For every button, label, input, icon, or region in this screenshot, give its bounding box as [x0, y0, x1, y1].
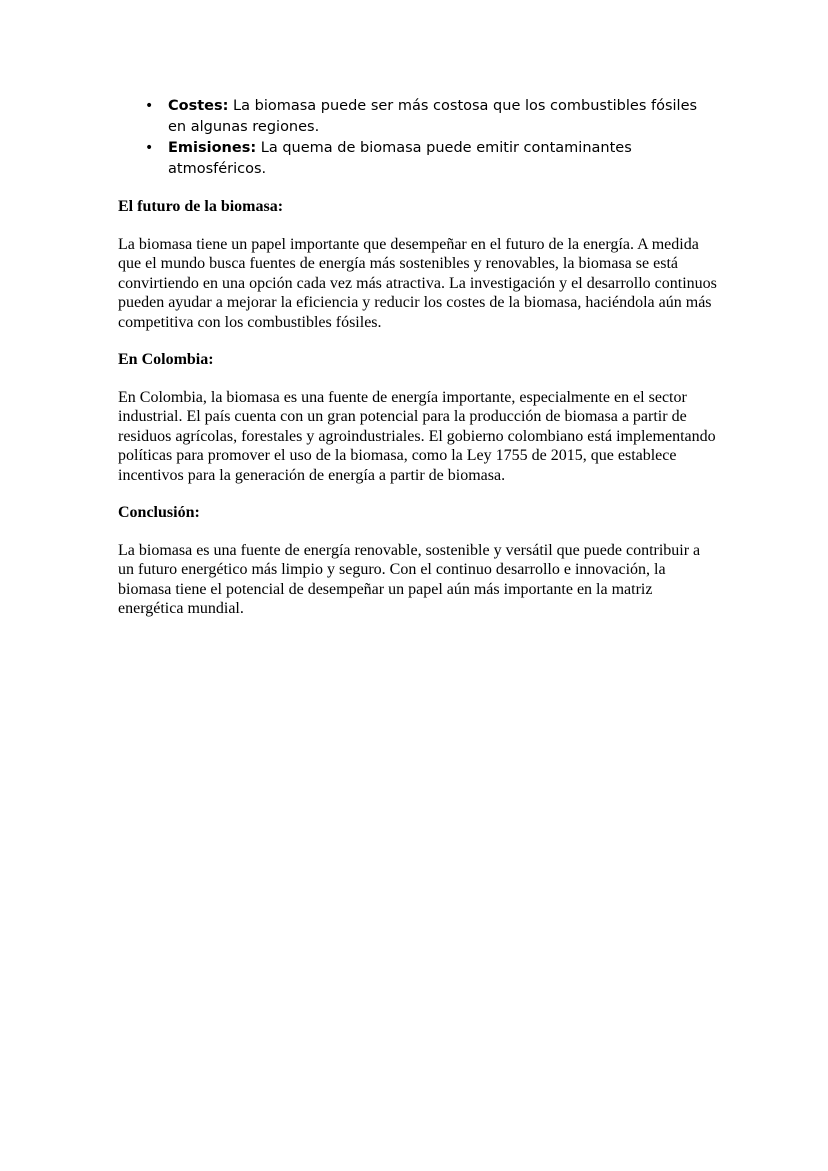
list-item	[118, 138, 718, 180]
section-colombia	[118, 350, 718, 485]
bullet-text: La biomasa puede ser más costosa que los combustibles fósiles en algunas regiones.	[168, 98, 698, 135]
section-heading: El futuro de la biomasa:	[118, 198, 284, 215]
section-paragraph: La biomasa es una fuente de energía renovable, sostenible y versátil que puede contribuir a un futuro energético más limpio y seguro. Con el continuo desarrollo e innovación, la biomasa tiene el potencial de desempeñar un papel aún más importante en la matriz energética mundial.	[118, 541, 701, 617]
bullet-term: Costes:	[168, 98, 229, 114]
section-heading: En Colombia:	[118, 351, 214, 368]
section-conclusion	[118, 503, 718, 619]
section-paragraph: La biomasa tiene un papel importante que desempeñar en el futuro de la energía. A medida que el mundo busca fuentes de energía más sostenibles y renovables, la biomasa se está convirtiendo en una opción cada vez más atractiva. La investigación y el desarrollo continuos pueden ayudar a mejorar la eficiencia y reducir los costes de la biomasa, haciéndola aún más competitiva con los combustibles fósiles.	[118, 235, 717, 331]
bullet-icon: •	[145, 98, 154, 114]
bullet-term: Emisiones:	[168, 140, 257, 156]
section-paragraph: En Colombia, la biomasa es una fuente de energía importante, especialmente en el sector industrial. El país cuenta con un gran potencial para la producción de biomasa a partir de residuos agrícolas, forestales y agroindustriales. El gobierno colombiano está implementando políticas para promover el uso de la biomasa, como la Ley 1755 de 2015, que establece incentivos para la generación de energía a partir de biomasa.	[118, 388, 716, 484]
bullet-list	[118, 96, 718, 180]
bullet-icon: •	[145, 140, 154, 156]
bullet-text: La quema de biomasa puede emitir contaminantes atmosféricos.	[168, 140, 632, 177]
section-heading: Conclusión:	[118, 504, 200, 521]
page-content	[118, 96, 718, 619]
section-futuro	[118, 197, 718, 332]
list-item	[118, 96, 718, 138]
